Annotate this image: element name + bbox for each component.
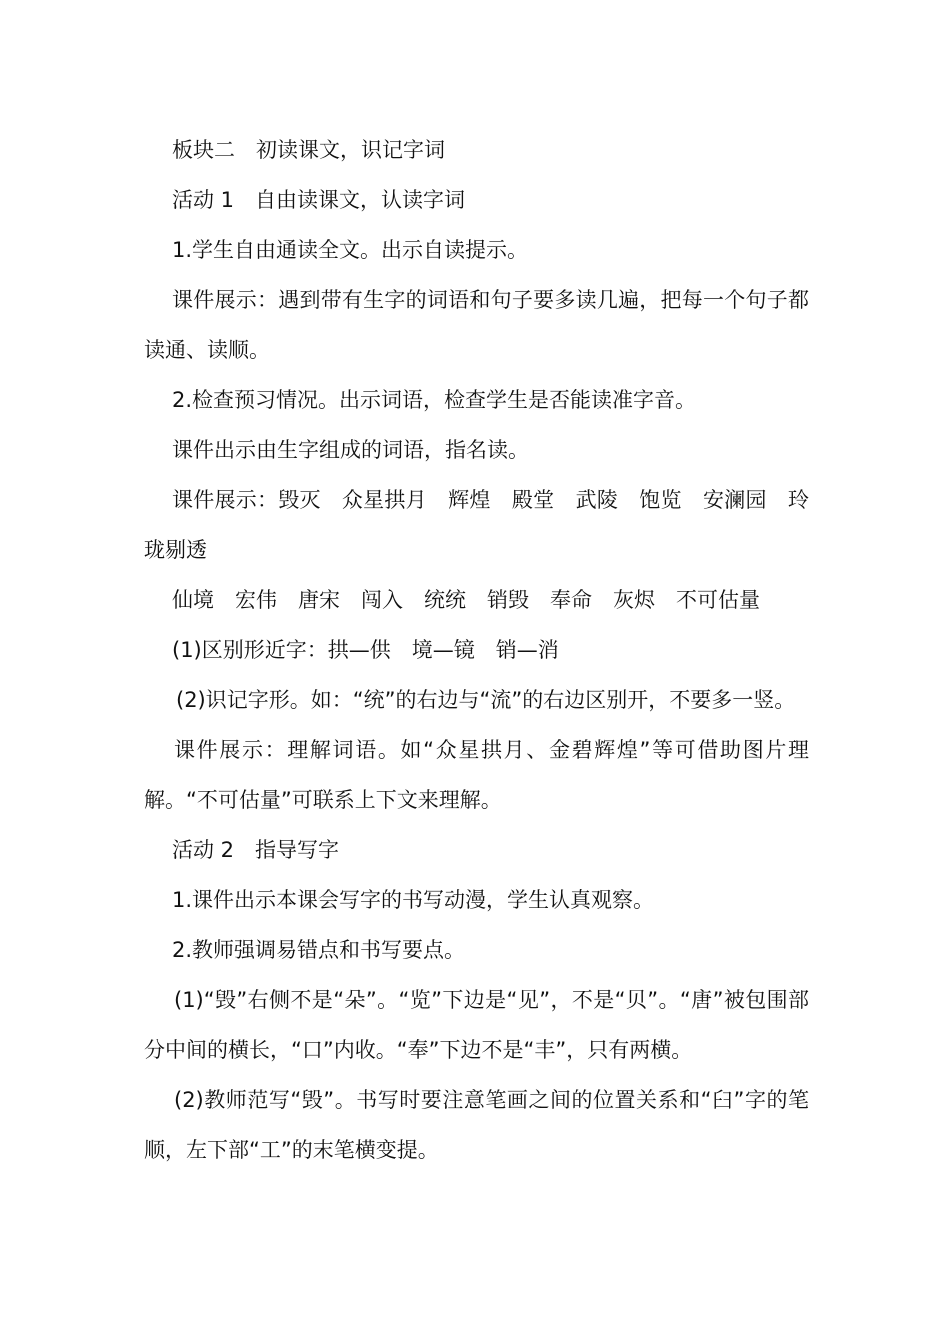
paragraph-word-list-1: 课件展示：毁灭 众星拱月 辉煌 殿堂 武陵 饱览 安澜园 玲珑剔透 — [144, 488, 809, 562]
paragraph-word-list-2: 仙境 宏伟 唐宋 闯入 统统 销毁 奉命 灰烬 不可估量 — [172, 588, 760, 612]
paragraph-understand-words: 课件展示：理解词语。如“众星拱月、金碧辉煌”等可借助图片理解。“不可估量”可联系上下文来理解。 — [144, 738, 809, 812]
paragraph-error-points: (1)“毁”右侧不是“朵”。“览”下边是“见”，不是“贝”。“唐”被包围部分中间的横长，“口”内收。“奉”下边不是“丰”，只有两横。 — [144, 988, 809, 1062]
paragraph-courseware-tip: 课件展示：遇到带有生字的词语和句子要多读几遍，把每一个句子都读通、读顺。 — [144, 288, 809, 362]
paragraph-teacher-demo: (2)教师范写“毁”。书写时要注意笔画之间的位置关系和“臼”字的笔顺，左下部“工”的末笔横变提。 — [144, 1088, 809, 1162]
paragraph-check-preview: 2.检查预习情况。出示词语，检查学生是否能读准字音。 — [172, 388, 697, 412]
paragraph-char-shape: (2)识记字形。如：“统”的右边与“流”的右边区别开，不要多一竖。 — [176, 688, 796, 712]
paragraph-writing-animation: 1.课件出示本课会写字的书写动漫，学生认真观察。 — [172, 888, 655, 912]
document-body — [144, 125, 809, 1175]
paragraph-show-words: 课件出示由生字组成的词语，指名读。 — [172, 438, 529, 462]
paragraph-key-points: 2.教师强调易错点和书写要点。 — [172, 938, 466, 962]
paragraph-similar-chars: (1)区别形近字：拱—供 境—镜 销—消 — [172, 638, 559, 662]
activity-heading-2: 活动 2 指导写字 — [172, 838, 340, 862]
paragraph-read-aloud: 1.学生自由通读全文。出示自读提示。 — [172, 238, 529, 262]
activity-heading-1: 活动 1 自由读课文，认读字词 — [172, 188, 466, 212]
section-heading: 板块二 初读课文，识记字词 — [172, 138, 445, 162]
